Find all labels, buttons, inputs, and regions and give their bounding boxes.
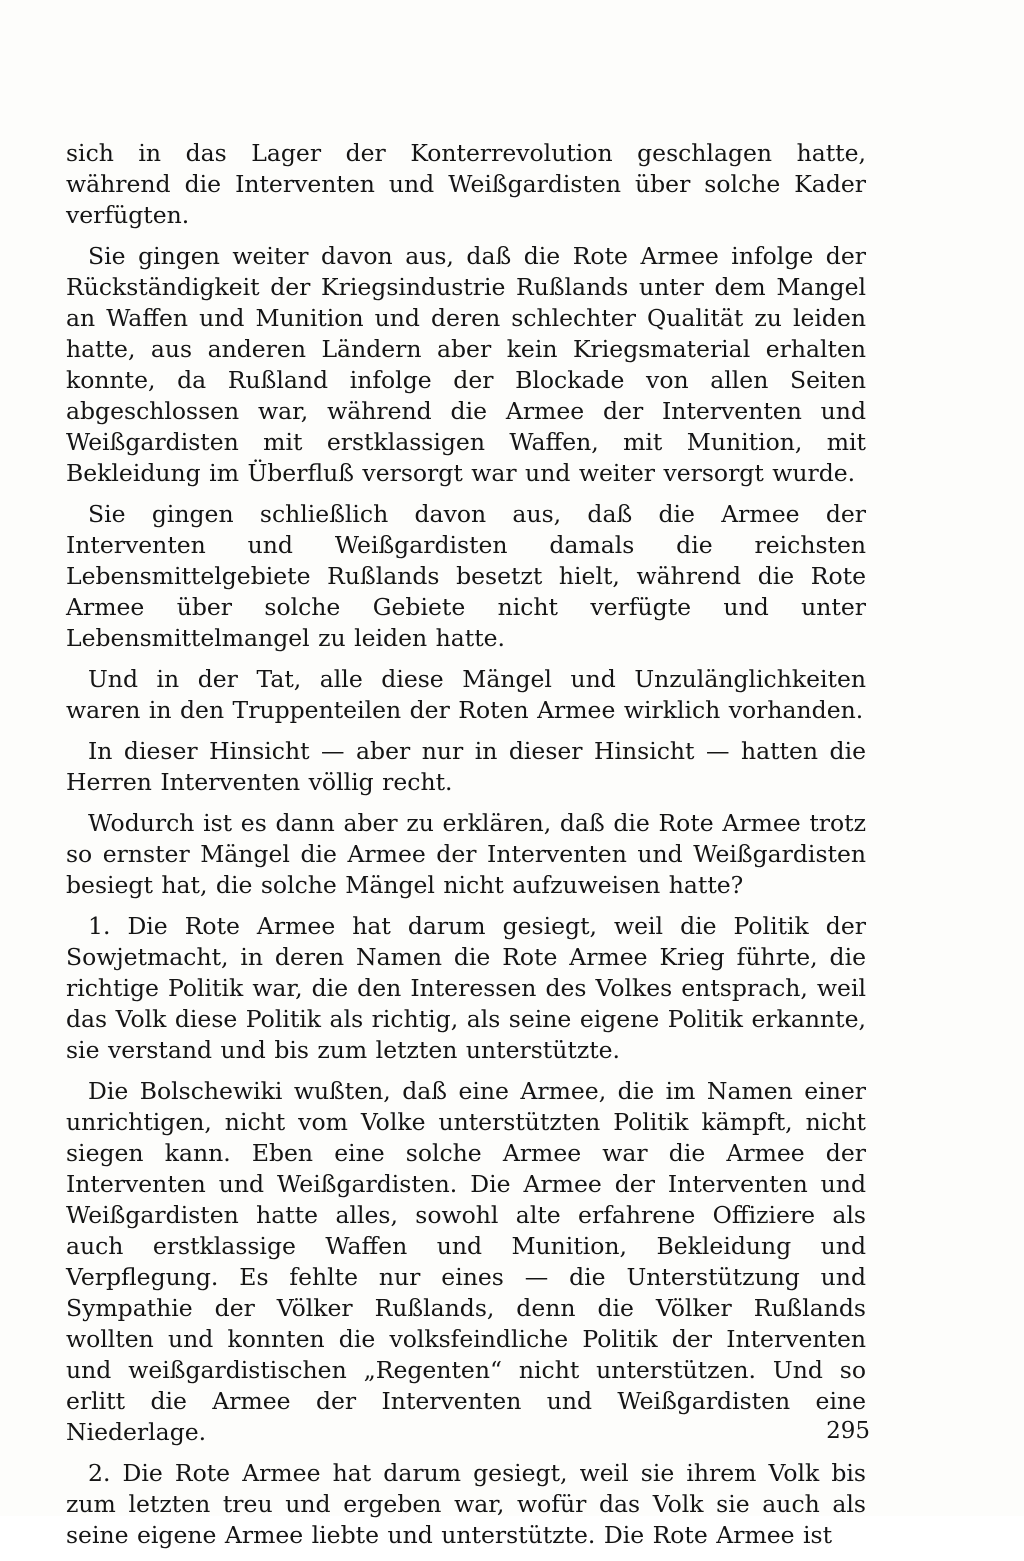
paragraph-7: 1. Die Rote Armee hat darum gesiegt, weil die Politik der Sowjetmacht, in deren Namen die Rote Armee Krieg führte, die richtige Politik war, die den Interessen des Volkes entsprach, weil das Volk diese Politik als richtig, als seine eigene Politik erkannte, sie verstand und bis zum letzten unterstützte. xyxy=(66,912,866,1064)
paragraph-8: Die Bolschewiki wußten, daß eine Armee, die im Namen einer unrichtigen, nicht vom Volke unterstützten Politik kämpft, nicht siegen kann. Eben eine solche Armee war die Armee der Interventen und Weißgardisten. Die Armee der Interventen und Weißgardisten hatte alles, sowohl alte erfahrene Offiziere als auch erstklassige Waffen und Munition, Bekleidung und Verpflegung. Es fehlte nur eines — die Unterstützung und Sympathie der Völker Rußlands, denn die Völker Rußlands wollten und konnten die volksfeindliche Politik der Interventen und weißgardistischen „Regenten“ nicht unterstützen. Und so erlitt die Armee der Interventen und Weißgardisten eine Niederlage. xyxy=(66,1077,866,1446)
page-number: 295 xyxy=(826,1418,870,1444)
paragraph-9: 2. Die Rote Armee hat darum gesiegt, weil sie ihrem Volk bis zum letzten treu und ergeben war, wofür das Volk sie auch als seine eigene Armee liebte und unterstützte. Die Rote Armee ist xyxy=(66,1459,866,1549)
paragraph-3: Sie gingen schließlich davon aus, daß die Armee der Interventen und Weißgardisten damals die reichsten Lebensmittelgebiete Rußlands besetzt hielt, während die Rote Armee über solche Gebiete nicht verfügte und unter Lebensmittelmangel zu leiden hatte. xyxy=(66,500,866,652)
paragraph-5: In dieser Hinsicht — aber nur in dieser Hinsicht — hatten die Herren Interventen völlig recht. xyxy=(66,737,866,796)
paragraph-2: Sie gingen weiter davon aus, daß die Rote Armee infolge der Rückständigkeit der Kriegsindustrie Rußlands unter dem Mangel an Waffen und Munition und deren schlechter Qualität zu leiden hatte, aus anderen Ländern aber kein Kriegsmaterial erhalten konnte, da Rußland infolge der Blockade von allen Seiten abgeschlossen war, während die Armee der Interventen und Weißgardisten mit erstklassigen Waffen, mit Munition, mit Bekleidung im Überfluß versorgt war und weiter versorgt wurde. xyxy=(66,242,866,487)
paragraph-1: sich in das Lager der Konterrevolution geschlagen hatte, während die Interventen und Weißgardisten über solche Kader verfügten. xyxy=(66,139,866,229)
body-text xyxy=(66,138,866,1561)
paragraph-6: Wodurch ist es dann aber zu erklären, daß die Rote Armee trotz so ernster Mängel die Armee der Interventen und Weißgardisten besiegt hat, die solche Mängel nicht aufzuweisen hatte? xyxy=(66,809,866,899)
paragraph-4: Und in der Tat, alle diese Mängel und Unzulänglichkeiten waren in den Truppenteilen der Roten Armee wirklich vorhanden. xyxy=(66,665,866,724)
